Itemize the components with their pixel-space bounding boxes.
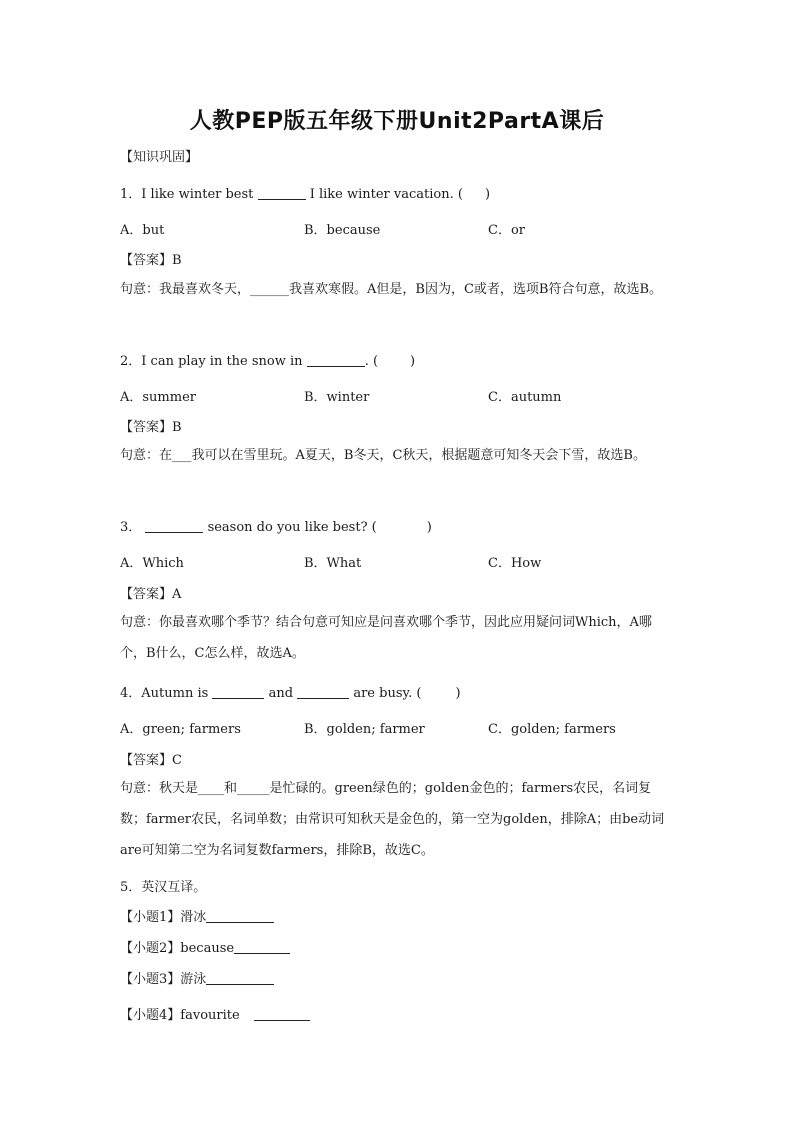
option-a: A．but [120, 223, 165, 238]
sub-question-text: 滑冰 [180, 910, 207, 925]
question-5-title: 5．英汉互译。 [120, 880, 207, 895]
option-c: C．or [488, 223, 525, 238]
sub-question-2 [120, 937, 290, 956]
option-b: B．What [304, 556, 362, 571]
explanation: 句意：我最喜欢冬天，______我喜欢寒假。A但是，B因为，C或者，选项B符合句意，故选B。 [120, 282, 662, 297]
answer-label: 【答案】 [120, 420, 173, 435]
answer-blank [206, 909, 274, 923]
answer-label: 【答案】 [120, 753, 173, 768]
sub-question-text: favourite [180, 1008, 240, 1023]
option-a: A．summer [120, 390, 196, 405]
answer-line [120, 249, 182, 268]
option-a: A．Which [120, 556, 184, 571]
close-paren: ) [410, 354, 416, 369]
question-1 [120, 183, 490, 202]
sub-question-4 [120, 1004, 310, 1023]
close-paren: ) [455, 686, 461, 701]
sub-question-3 [120, 968, 274, 987]
answer-line [120, 416, 182, 435]
explanation: 句意：秋天是____和_____是忙碌的。green绿色的；golden金色的；farmers农民，名词复数；farmer农民，名词单数；由常识可知秋天是金色的，第一空为golden，排除A；由be动词are可知第二空为名词复数farmers，排除B，故选C。 [120, 781, 665, 858]
section-label: 【知识巩固】 [120, 150, 199, 165]
sub-question-label: 【小题3】 [120, 972, 181, 987]
question-text: I can play in the snow in [141, 354, 303, 369]
question-number: 3． [120, 520, 142, 535]
sub-question-label: 【小题1】 [120, 910, 181, 925]
page-title: 人教PEP版五年级下册Unit2PartA课后 [189, 109, 605, 134]
answer-blank [212, 685, 264, 699]
option-b: B．golden; farmer [304, 722, 425, 737]
sub-question-text: because [180, 941, 235, 956]
close-paren: ) [426, 520, 432, 535]
sub-question-1 [120, 906, 274, 925]
sub-question-text: 游泳 [180, 972, 207, 987]
answer-label: 【答案】 [120, 253, 173, 268]
answer-value: B [172, 253, 182, 268]
answer-label: 【答案】 [120, 587, 173, 602]
sub-question-label: 【小题4】 [120, 1008, 181, 1023]
option-c: C．autumn [488, 390, 562, 405]
option-c: C．golden; farmers [488, 722, 616, 737]
option-b: B．because [304, 223, 381, 238]
answer-blank [145, 519, 203, 533]
answer-blank [254, 1007, 310, 1021]
answer-blank [206, 971, 274, 985]
question-text: season do you like best? ( [207, 520, 377, 535]
option-a: A．green; farmers [120, 722, 241, 737]
close-paren: ) [484, 187, 491, 202]
question-number: 4． [120, 686, 142, 701]
option-c: C．How [488, 556, 542, 571]
answer-blank [258, 186, 306, 200]
answer-line [120, 749, 182, 768]
answer-value: A [172, 587, 182, 602]
question-3 [120, 516, 432, 535]
explanation: 句意：在___我可以在雪里玩。A夏天，B冬天，C秋天，根据题意可知冬天会下雪，故选B。 [120, 448, 646, 463]
sub-question-label: 【小题2】 [120, 941, 181, 956]
question-2 [120, 350, 415, 369]
answer-value: C [172, 753, 182, 768]
question-number: 1． [120, 187, 142, 202]
explanation: 句意：你最喜欢哪个季节？结合句意可知应是问喜欢哪个季节，因此应用疑问词Which，A哪个，B什么，C怎么样，故选A。 [120, 615, 652, 661]
answer-value: B [172, 420, 182, 435]
question-number: 2． [120, 354, 142, 369]
answer-line [120, 583, 181, 602]
answer-blank [307, 353, 365, 367]
question-text: and [268, 686, 294, 701]
question-text: I like winter vacation. ( [309, 187, 463, 202]
answer-blank [234, 940, 290, 954]
answer-blank [297, 685, 349, 699]
question-text: Autumn is [141, 686, 209, 701]
question-text: are busy. ( [353, 686, 422, 701]
question-text: I like winter best [141, 187, 254, 202]
question-text: . ( [364, 354, 379, 369]
question-4 [120, 682, 461, 701]
option-b: B．winter [304, 390, 370, 405]
